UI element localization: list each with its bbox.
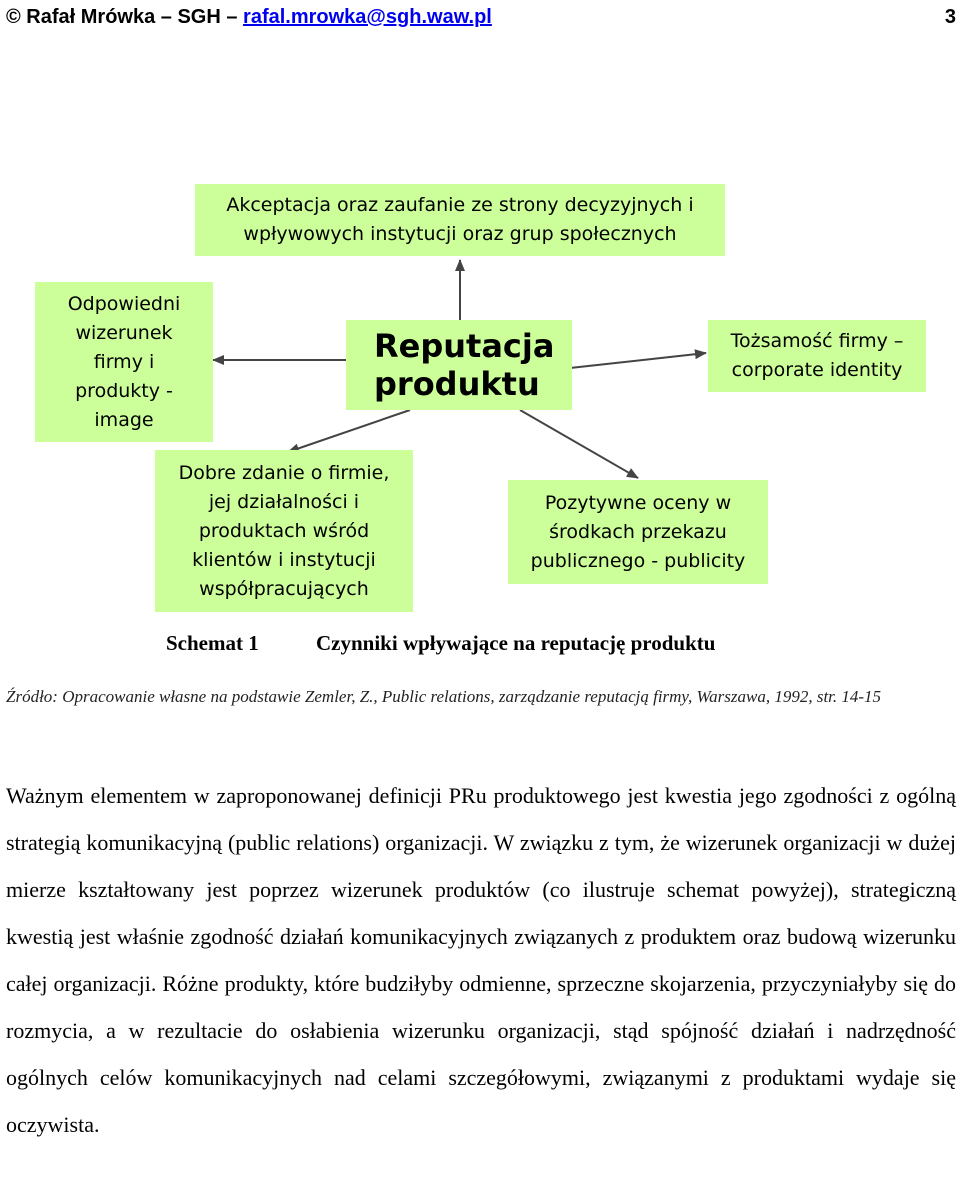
page-header xyxy=(6,4,956,30)
page-number: 3 xyxy=(944,6,956,28)
node-acceptance: Akceptacja oraz zaufanie ze strony decyzyjnych i wpływowych instytucji oraz grup społecznych xyxy=(195,184,725,256)
author-email-link[interactable]: rafal.mrowka@sgh.waw.pl xyxy=(243,6,492,28)
node-publicity: Pozytywne oceny w środkach przekazu publicznego - publicity xyxy=(508,480,768,584)
node-corporate-identity: Tożsamość firmy – corporate identity xyxy=(708,320,926,392)
figure-caption xyxy=(0,628,960,658)
caption-title: Czynniki wpływające na reputację produktu xyxy=(316,631,716,655)
source-note: Źródło: Opracowanie własne na podstawie Zemler, Z., Public relations, zarządzanie reputacją firmy, Warszawa, 1992, str. 14-15 xyxy=(6,687,882,706)
node-product-reputation: Reputacja produktu xyxy=(346,320,572,410)
caption-number: Schemat 1 xyxy=(166,631,259,655)
arrow-to-right xyxy=(570,353,706,368)
reputation-diagram xyxy=(0,170,960,620)
node-good-opinion: Dobre zdanie o firmie, jej działalności i produktach wśród klientów i instytucji współpracujących xyxy=(155,450,413,612)
body-paragraph: Ważnym elementem w zaproponowanej definicji PRu produktowego jest kwestia jego zgodności z ogólną strategią komunikacyjną (public relations) organizacji. W związku z tym, że wizerunek organizacji w dużej mierze kształtowany jest poprzez wizerunek produktów (co ilustruje schemat powyżej), strategiczną kwestią jest właśnie zgodność działań komunikacyjnych związanych z produktem oraz budową wizerunku całej organizacji. Różne produkty, które budziłyby odmienne, sprzeczne skojarzenia, przyczyniałyby się do rozmycia, a w rezultacie do osłabienia wizerunku organizacji, stąd spójność działań i nadrzędność ogólnych celów komunikacyjnych nad celami szczegółowymi, związanymi z produktami wydaje się oczywista. xyxy=(6,783,956,1137)
arrow-to-bottom-left xyxy=(288,410,410,452)
node-image: Odpowiedni wizerunek firmy i produkty - image xyxy=(35,282,213,442)
header-author: © Rafał Mrówka – SGH – xyxy=(6,6,244,28)
arrow-to-bottom-right xyxy=(520,410,638,478)
